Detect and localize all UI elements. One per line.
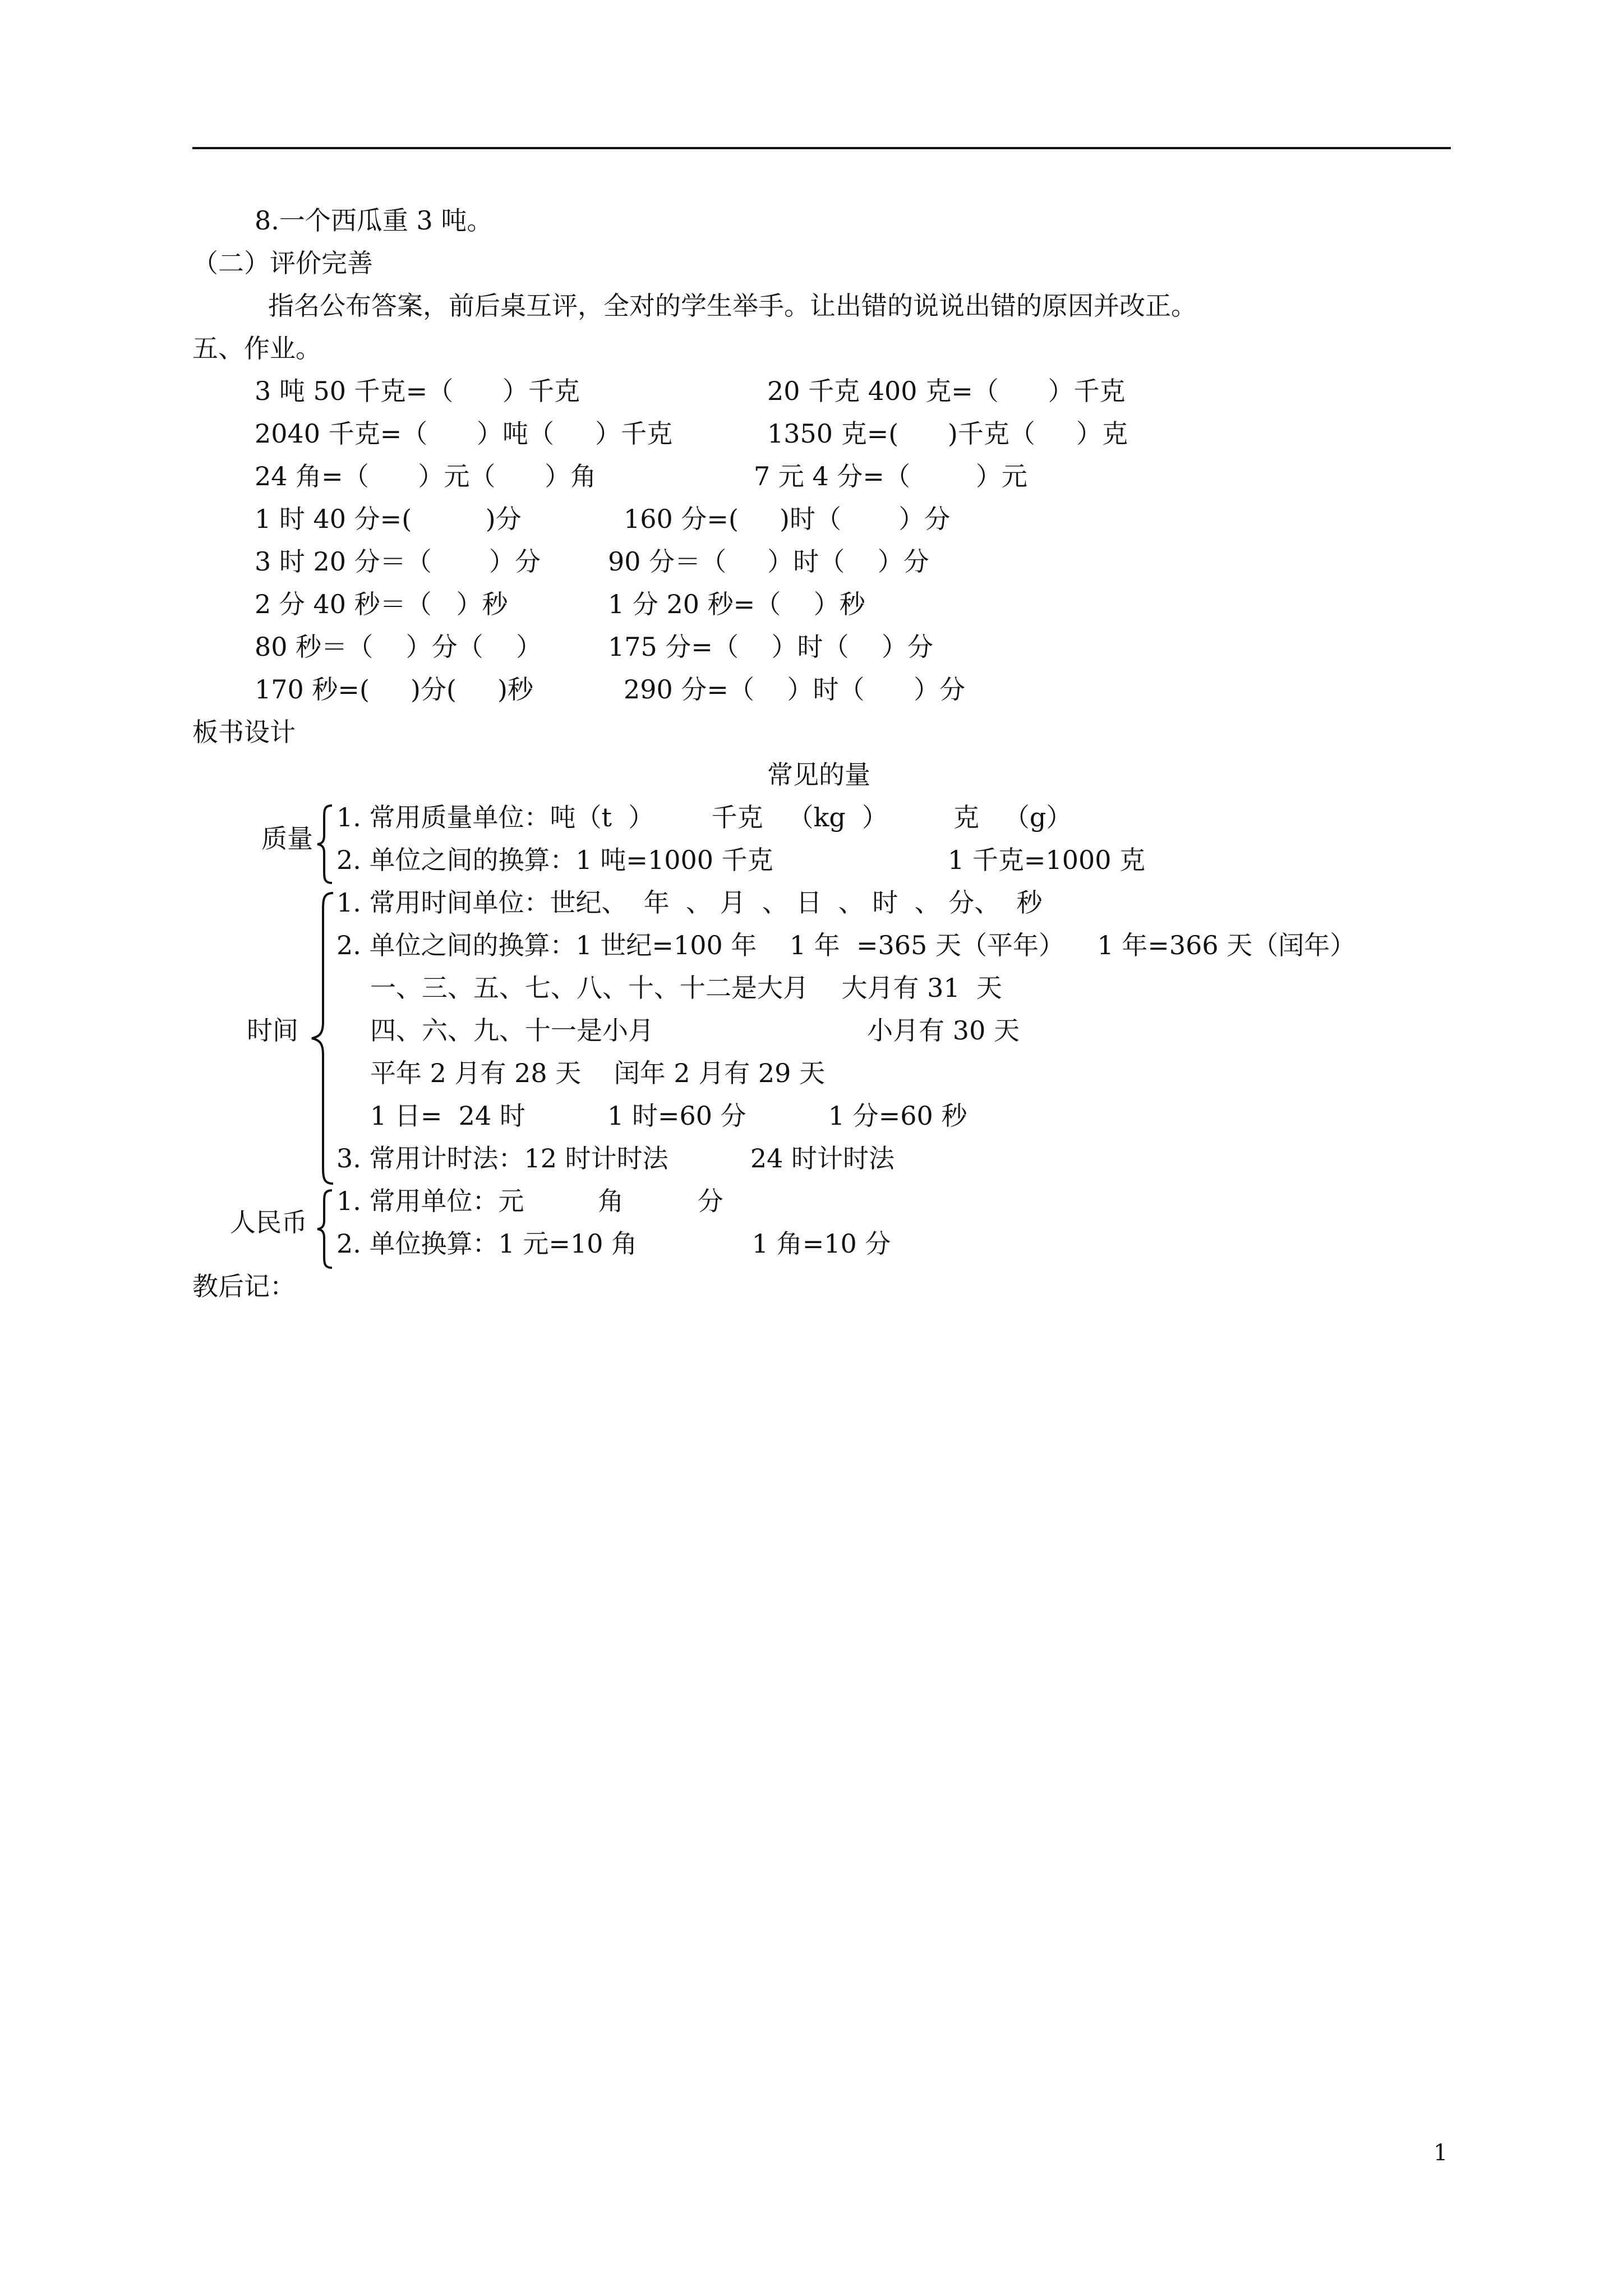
- time-line-6: 1 日= 24 时 1 时=60 分 1 分=60 秒: [370, 1101, 967, 1131]
- homework-left-5: 3 时 20 分＝（ ）分: [255, 546, 541, 577]
- homework-left-2: 2040 千克=（ ）吨（ ）千克: [255, 418, 673, 449]
- page-number: 1: [1433, 2140, 1448, 2166]
- board-title: 常见的量: [767, 760, 870, 790]
- board-heading: 板书设计: [192, 717, 296, 747]
- homework-left-3: 24 角=（ ）元（ ）角: [255, 461, 597, 491]
- homework-right-5: 90 分＝（ ）时（ ）分: [608, 546, 929, 577]
- time-line-7: 3. 常用计时法：12 时计时法 24 时计时法: [336, 1143, 895, 1174]
- homework-right-2: 1350 克=( )千克（ ）克: [767, 418, 1128, 449]
- homework-right-7: 175 分=（ ）时（ ）分: [608, 632, 933, 662]
- mass-line-1: 1. 常用质量单位：吨（t ） 千克 （kg ） 克 （g）: [336, 802, 1072, 832]
- time-line-1: 1. 常用时间单位：世纪、 年 、 月 、 日 、 时 、 分、 秒: [336, 887, 1043, 918]
- homework-heading: 五、作业。: [192, 333, 321, 364]
- time-brace: [308, 890, 336, 1187]
- mass-line-2a: 2. 单位之间的换算：1 吨=1000 千克: [336, 845, 773, 875]
- homework-right-6: 1 分 20 秒=（ ）秒: [608, 589, 865, 619]
- homework-left-8: 170 秒=( )分( )秒: [255, 674, 533, 705]
- time-line-3: 一、三、五、七、八、十、十二是大月 大月有 31 天: [370, 973, 1002, 1003]
- homework-left-1: 3 吨 50 千克=（ ）千克: [255, 376, 580, 406]
- time-line-2: 2. 单位之间的换算：1 世纪=100 年 1 年 =365 天（平年） 1 年=366 天（闰年）: [336, 930, 1356, 960]
- homework-right-4: 160 分=( )时（ ）分: [624, 504, 951, 534]
- money-line-1: 1. 常用单位：元 角 分: [336, 1186, 723, 1216]
- homework-left-4: 1 时 40 分=( )分: [255, 504, 522, 534]
- time-line-5: 平年 2 月有 28 天 闰年 2 月有 29 天: [370, 1058, 826, 1088]
- evaluation-heading: （二）评价完善: [192, 248, 373, 278]
- exercise-item-8: 8.一个西瓜重 3 吨。: [255, 205, 493, 236]
- mass-brace: [314, 802, 336, 886]
- homework-right-3: 7 元 4 分=（ ）元: [754, 461, 1027, 491]
- homework-left-6: 2 分 40 秒＝（ ）秒: [255, 589, 508, 619]
- evaluation-text: 指名公布答案，前后桌互评，全对的学生举手。让出错的说说出错的原因并改正。: [268, 291, 1197, 321]
- mass-line-2b: 1 千克=1000 克: [948, 845, 1146, 875]
- money-line-2: 2. 单位换算：1 元=10 角 1 角=10 分: [336, 1228, 891, 1259]
- header-rule: [192, 147, 1451, 149]
- homework-right-8: 290 分=（ ）时（ ）分: [624, 674, 966, 705]
- homework-right-1: 20 千克 400 克=（ ）千克: [767, 376, 1126, 406]
- time-line-4: 四、六、九、十一是小月 小月有 30 天: [370, 1015, 1020, 1046]
- money-label: 人民币: [230, 1207, 307, 1237]
- money-brace: [314, 1187, 336, 1271]
- afterword-label: 教后记：: [192, 1271, 296, 1301]
- mass-label: 质量: [261, 823, 313, 854]
- homework-left-7: 80 秒＝（ ）分（ ）: [255, 632, 542, 662]
- time-label: 时间: [247, 1015, 298, 1046]
